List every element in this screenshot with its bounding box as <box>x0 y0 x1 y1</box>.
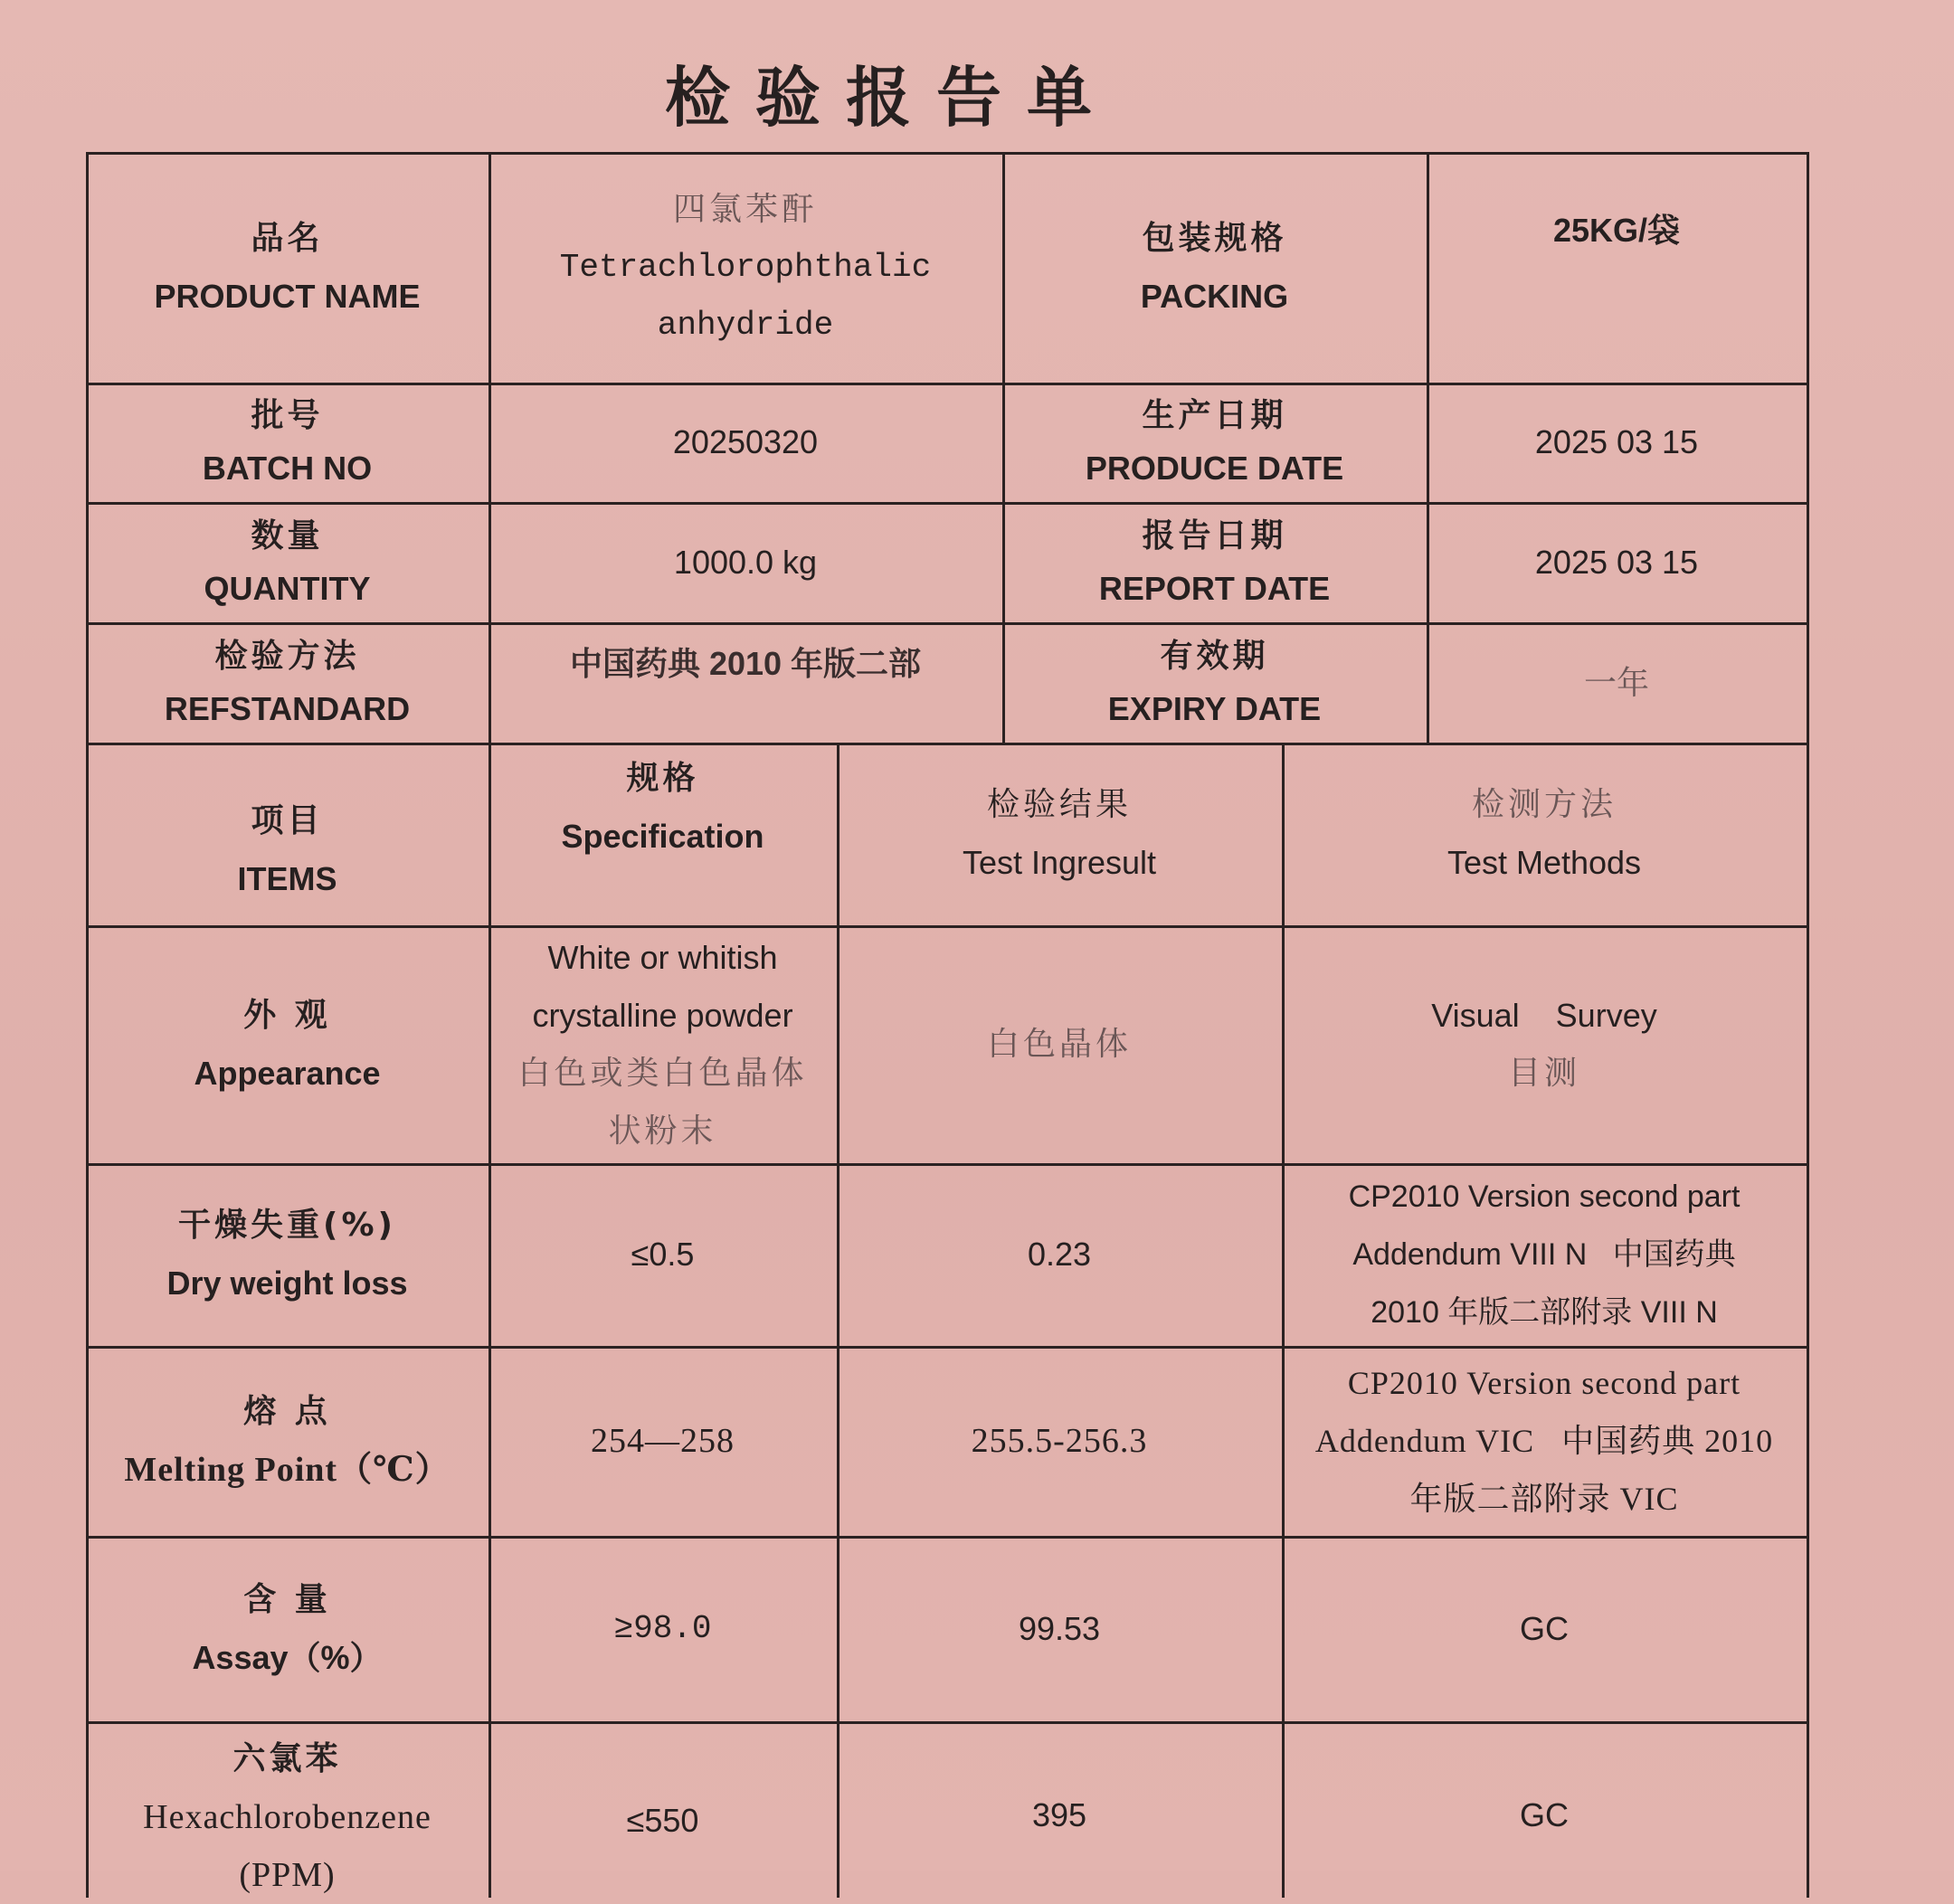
expiry-date-label-en: EXPIRY DATE <box>1107 689 1322 727</box>
produce-date-label <box>1002 383 1427 502</box>
report-date-label-cn: 报告日期 <box>1142 516 1287 554</box>
dry-weight-loss-method-line3: 2010 年版二部附录 VIII N <box>1371 1295 1718 1330</box>
assay-spec: ≥98.0 <box>613 1609 712 1647</box>
column-header-items-cn: 项目 <box>251 802 324 839</box>
hexachlorobenzene-method: GC <box>1520 1796 1569 1833</box>
refstandard-value-text: 中国药典 2010 年版二部 <box>569 645 922 682</box>
report-date-value <box>1427 502 1807 622</box>
appearance-spec-line3: 白色或类白色晶体 <box>517 1054 808 1092</box>
expiry-date-value <box>1427 622 1807 743</box>
refstandard-value <box>488 622 1002 743</box>
produce-date-label-cn: 生产日期 <box>1142 397 1287 434</box>
melting-point-result: 255.5-256.3 <box>971 1422 1148 1460</box>
packing-value <box>1427 152 1807 383</box>
table-row-hexachlorobenzene-result <box>837 1721 1282 1902</box>
batch-no-label-en: BATCH NO <box>202 450 373 487</box>
quantity-label-en: QUANTITY <box>204 569 371 607</box>
packing-label-en: PACKING <box>1140 277 1289 315</box>
produce-date-label-en: PRODUCE DATE <box>1085 450 1344 487</box>
column-header-test-methods <box>1282 743 1807 925</box>
appearance-item-cn: 外 观 <box>243 996 331 1034</box>
dry-weight-loss-result: 0.23 <box>1027 1236 1092 1273</box>
appearance-item-en: Appearance <box>194 1054 381 1092</box>
column-header-result-cn: 检验结果 <box>986 786 1132 823</box>
report-date-label-en: REPORT DATE <box>1098 569 1331 607</box>
hexachlorobenzene-item-cn: 六氯苯 <box>232 1740 342 1777</box>
table-border-right <box>1807 152 1809 1898</box>
melting-point-item-cn: 熔 点 <box>243 1393 331 1430</box>
melting-point-spec: 254—258 <box>591 1422 735 1460</box>
product-name-value <box>488 152 1002 383</box>
batch-no-value <box>488 383 1002 502</box>
expiry-date-label-cn: 有效期 <box>1160 637 1269 675</box>
table-row-appearance-spec <box>488 925 837 1163</box>
dry-weight-loss-item-cn: 干燥失重(%) <box>178 1207 396 1244</box>
dry-weight-loss-method-line2: Addendum VIII N 中国药典 <box>1352 1237 1736 1272</box>
quantity-value-text: 1000.0 kg <box>673 543 818 581</box>
table-row-melting-point-item <box>86 1346 488 1536</box>
appearance-spec-line4: 状粉末 <box>608 1112 717 1150</box>
assay-result: 99.53 <box>1018 1609 1101 1647</box>
packing-label-cn: 包装规格 <box>1142 219 1287 257</box>
batch-no-label-cn: 批号 <box>251 397 324 434</box>
column-header-items-en: ITEMS <box>237 860 337 897</box>
appearance-spec-line1: White or whitish <box>547 938 778 976</box>
column-header-spec-en: Specification <box>561 818 764 855</box>
product-name-label-cn: 品名 <box>251 219 324 257</box>
table-row-assay-result <box>837 1536 1282 1721</box>
table-row-assay-method <box>1282 1536 1807 1721</box>
column-header-method-cn: 检测方法 <box>1471 786 1617 823</box>
table-row-hexachlorobenzene-spec <box>488 1721 837 1902</box>
product-name-en-line2: anhydride <box>657 306 834 344</box>
report-date-label <box>1002 502 1427 622</box>
melting-point-method-line2: Addendum VIC 中国药典 2010 <box>1314 1423 1774 1459</box>
table-row-dry-weight-loss-method <box>1282 1163 1807 1346</box>
quantity-value <box>488 502 1002 622</box>
hexachlorobenzene-item-unit: (PPM) <box>239 1856 336 1894</box>
table-row-melting-point-result <box>837 1346 1282 1536</box>
column-header-spec-cn: 规格 <box>626 760 699 797</box>
melting-point-method-line3: 年版二部附录 VIC <box>1409 1481 1679 1517</box>
hexachlorobenzene-item-en: Hexachlorobenzene <box>143 1798 432 1836</box>
batch-no-label <box>86 383 488 502</box>
table-row-melting-point-spec <box>488 1346 837 1536</box>
assay-method: GC <box>1520 1609 1569 1647</box>
table-row-dry-weight-loss-item <box>86 1163 488 1346</box>
product-name-label-en: PRODUCT NAME <box>154 277 421 315</box>
product-name-en-line1: Tetrachlorophthalic <box>559 248 932 286</box>
column-header-method-en: Test Methods <box>1447 844 1642 881</box>
appearance-method-line1: Visual Survey <box>1431 996 1657 1034</box>
table-row-appearance-method <box>1282 925 1807 1163</box>
page-title: 检验报告单 <box>664 60 1117 136</box>
table-row-dry-weight-loss-result <box>837 1163 1282 1346</box>
batch-no-value-text: 20250320 <box>672 423 819 460</box>
refstandard-label-en: REFSTANDARD <box>164 689 411 727</box>
packing-value-text: 25KG/袋 <box>1552 212 1681 249</box>
column-header-specification <box>488 743 837 925</box>
produce-date-value-text: 2025 03 15 <box>1534 423 1699 460</box>
refstandard-label <box>86 622 488 743</box>
appearance-result: 白色晶体 <box>986 1025 1132 1063</box>
expiry-date-value-text: 一年 <box>1583 663 1649 701</box>
produce-date-value <box>1427 383 1807 502</box>
table-row-appearance-item <box>86 925 488 1163</box>
dry-weight-loss-spec: ≤0.5 <box>631 1236 695 1273</box>
report-date-value-text: 2025 03 15 <box>1534 543 1699 581</box>
assay-item-en: Assay（%） <box>192 1638 383 1676</box>
table-row-assay-item <box>86 1536 488 1721</box>
appearance-spec-line2: crystalline powder <box>532 996 793 1034</box>
column-header-test-result <box>837 743 1282 925</box>
quantity-label <box>86 502 488 622</box>
hexachlorobenzene-result: 395 <box>1031 1796 1087 1833</box>
expiry-date-label <box>1002 622 1427 743</box>
appearance-method-line2: 目测 <box>1507 1054 1580 1092</box>
report-table <box>86 152 1809 1898</box>
table-row-melting-point-method <box>1282 1346 1807 1536</box>
product-name-cn: 四氯苯酐 <box>672 190 818 228</box>
hexachlorobenzene-spec: ≤550 <box>626 1802 699 1839</box>
column-header-result-en: Test Ingresult <box>962 844 1157 881</box>
column-header-items <box>86 743 488 925</box>
dry-weight-loss-item-en: Dry weight loss <box>166 1265 408 1302</box>
packing-label <box>1002 152 1427 383</box>
refstandard-label-cn: 检验方法 <box>214 637 360 675</box>
melting-point-method-line1: CP2010 Version second part <box>1347 1365 1741 1401</box>
dry-weight-loss-method-line1: CP2010 Version second part <box>1348 1179 1741 1214</box>
assay-item-cn: 含 量 <box>243 1580 331 1618</box>
table-row-hexachlorobenzene-method <box>1282 1721 1807 1902</box>
table-row-appearance-result <box>837 925 1282 1163</box>
table-row-hexachlorobenzene-item <box>86 1721 488 1902</box>
table-row-assay-spec <box>488 1536 837 1721</box>
quantity-label-cn: 数量 <box>251 516 324 554</box>
melting-point-item-en: Melting Point（℃） <box>124 1451 451 1489</box>
product-name-label <box>86 152 488 383</box>
table-row-dry-weight-loss-spec <box>488 1163 837 1346</box>
